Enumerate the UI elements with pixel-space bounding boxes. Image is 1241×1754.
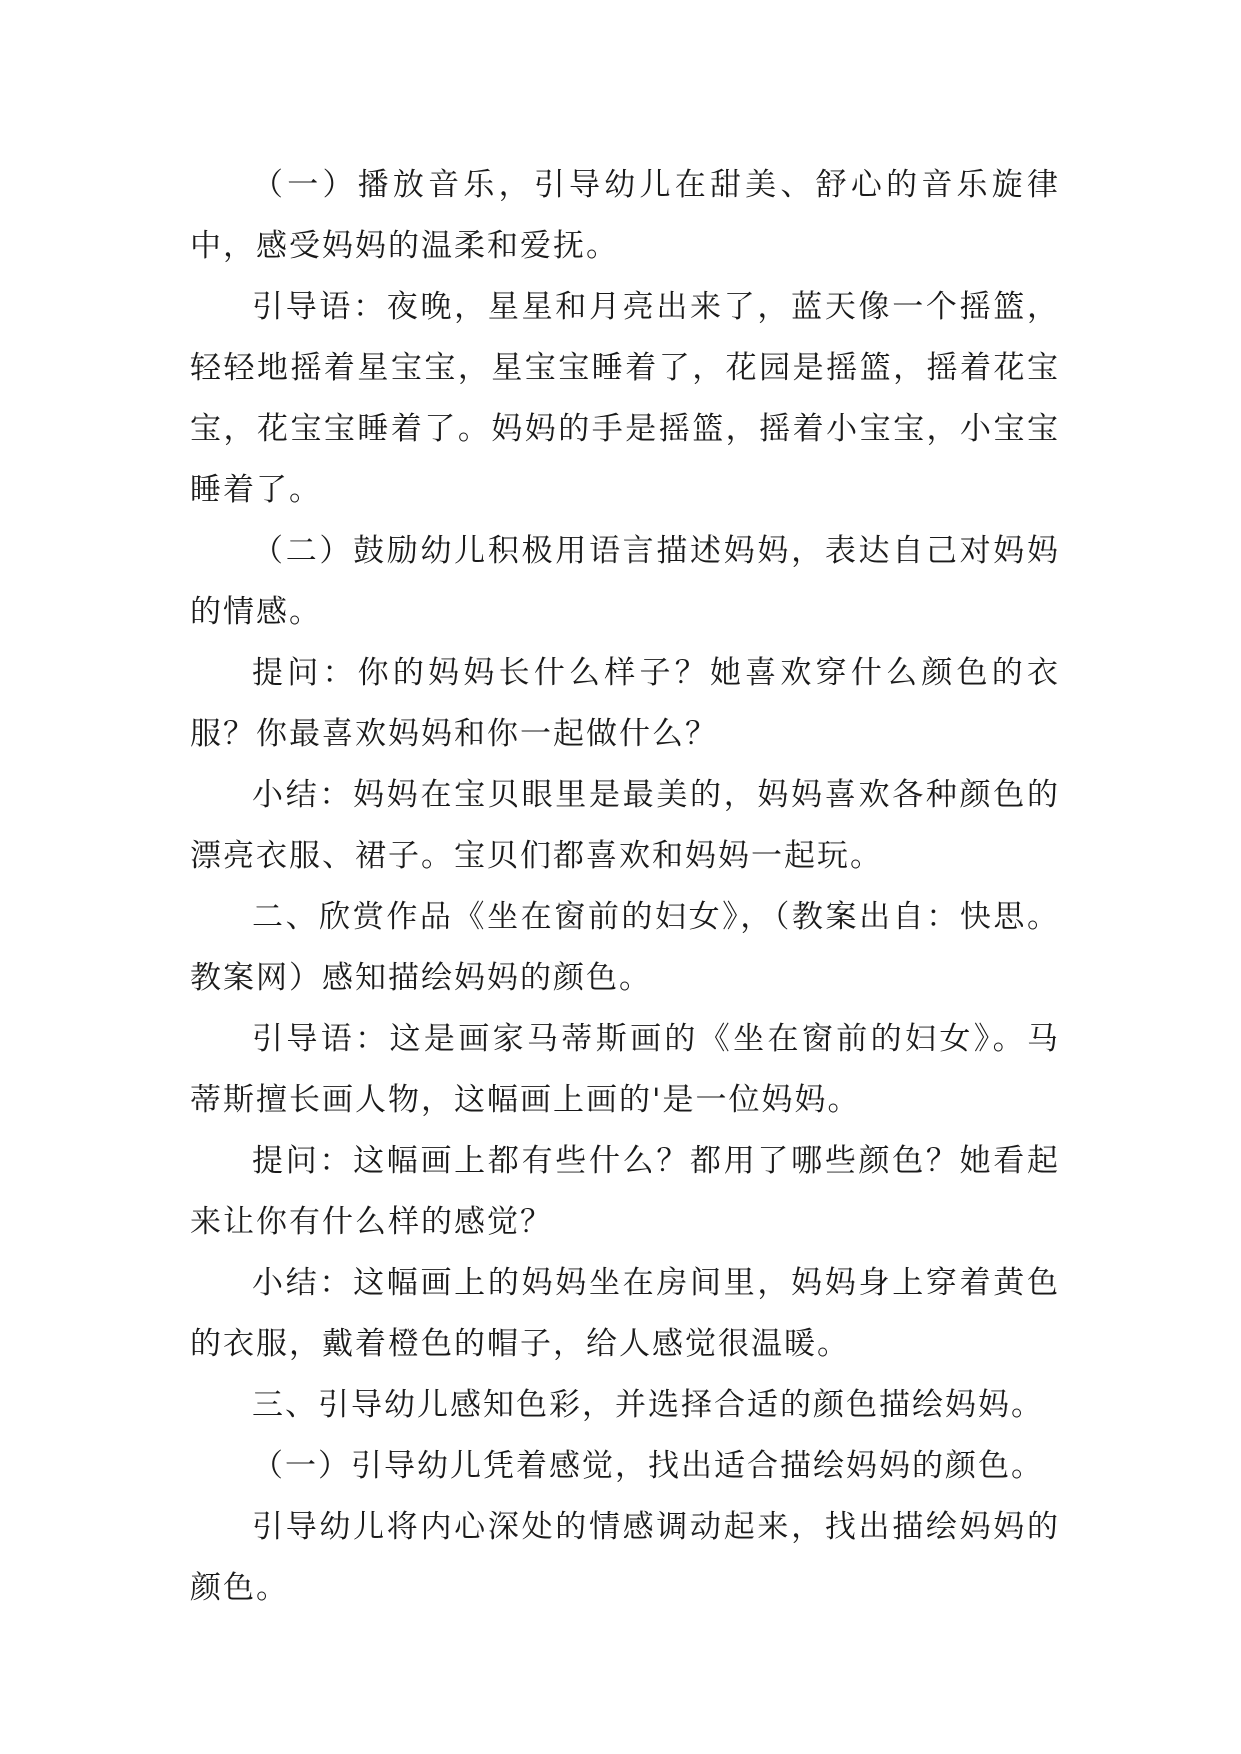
paragraph-8: 提问：这幅画上都有些什么？都用了哪些颜色？她看起来让你有什么样的感觉？ (190, 1143, 1060, 1240)
paragraph-3: （二）鼓励幼儿积极用语言描述妈妈，表达自己对妈妈的情感。 (190, 533, 1060, 630)
document-body (190, 155, 1060, 1619)
paragraph-2: 引导语：夜晚，星星和月亮出来了，蓝天像一个摇篮，轻轻地摇着星宝宝，星宝宝睡着了，花园是摇篮，摇着花宝宝，花宝宝睡着了。妈妈的手是摇篮，摇着小宝宝，小宝宝睡着了。 (190, 289, 1060, 508)
paragraph-11: （一）引导幼儿凭着感觉，找出适合描绘妈妈的颜色。 (252, 1448, 1044, 1484)
paragraph-9: 小结：这幅画上的妈妈坐在房间里，妈妈身上穿着黄色的衣服，戴着橙色的帽子，给人感觉很温暖。 (190, 1265, 1060, 1362)
paragraph-7: 引导语：这是画家马蒂斯画的《坐在窗前的妇女》。马蒂斯擅长画人物，这幅画上画的'是一位妈妈。 (190, 1021, 1060, 1118)
paragraph-10: 三、引导幼儿感知色彩，并选择合适的颜色描绘妈妈。 (252, 1387, 1044, 1423)
paragraph-6: 二、欣赏作品《坐在窗前的妇女》，（教案出自：快思。教案网）感知描绘妈妈的颜色。 (190, 899, 1060, 996)
paragraph-5: 小结：妈妈在宝贝眼里是最美的，妈妈喜欢各种颜色的漂亮衣服、裙子。宝贝们都喜欢和妈妈一起玩。 (190, 777, 1060, 874)
paragraph-4: 提问：你的妈妈长什么样子？她喜欢穿什么颜色的衣服？你最喜欢妈妈和你一起做什么？ (190, 655, 1060, 752)
paragraph-12: 引导幼儿将内心深处的情感调动起来，找出描绘妈妈的颜色。 (190, 1509, 1060, 1606)
paragraph-1: （一）播放音乐，引导幼儿在甜美、舒心的音乐旋律中，感受妈妈的温柔和爱抚。 (190, 167, 1060, 264)
